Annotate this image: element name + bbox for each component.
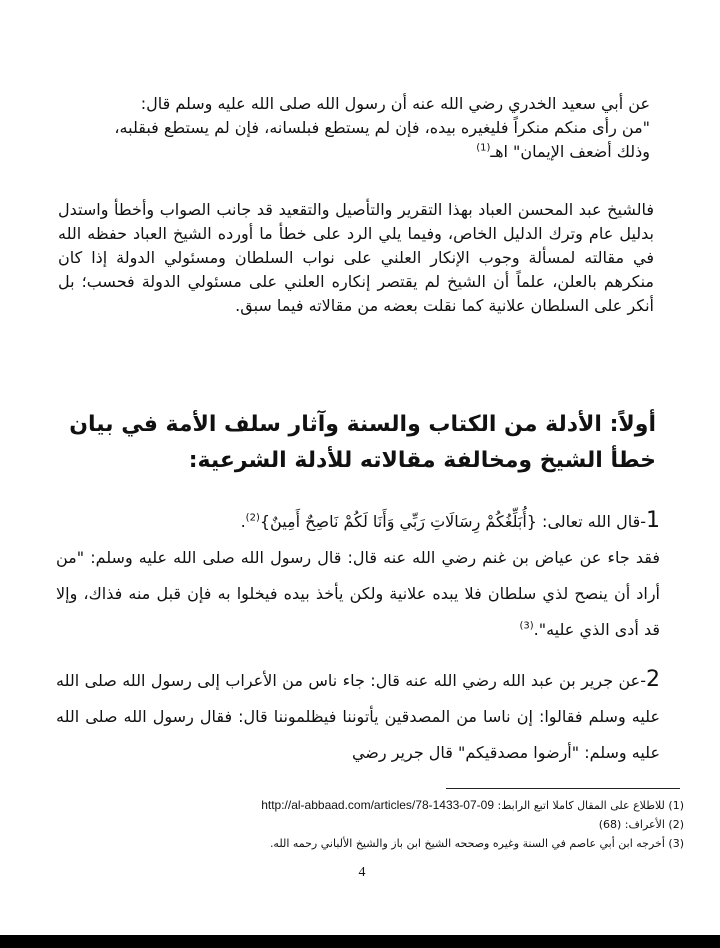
article-link[interactable]: http://al-abbaad.com/articles/78-1433-07-09 <box>261 798 494 812</box>
item-number-1: 1 <box>646 508 660 533</box>
section-heading-line-1: أولاً: الأدلة من الكتاب والسنة وآثار سلف الأمة في بيان <box>69 412 656 437</box>
hadith-paragraph <box>50 92 650 164</box>
item-1-body: فقد جاء عن عياض بن غنم رضي الله عنه قال: قال رسول الله صلى الله عليه وسلم: "من أراد أن ينصح لذي سلطان فلا يبده علانية ولكن يأخذ بيده فيخلوا به فإن قبل منه فذاك، وإلا قد أدى الذي عليه". <box>56 548 660 639</box>
refutation-paragraph: فالشيخ عبد المحسن العباد بهذا التقرير والتأصيل والتقعيد قد جانب الصواب وأخطأ واستدل بدليل عام وترك الدليل الخاص، وفيما يلي الرد على خطأ ما أورده الشيخ العباد حفظه الله في مقالته لمسألة وجوب الإنكار العلني على نواب السلطان ومسئولي الدولة إذا كان منكرهم بالعلن، علماً أن الشيخ لم يقتصر إنكاره العلني على مسئولي الدولة فحسب؛ بل أنكر على السلطان علانية كما نقلت بعضه من مقالاته فيما سبق. <box>58 200 654 315</box>
footnote-ref-1[interactable]: (1) <box>476 142 491 154</box>
evidence-item-2 <box>56 662 660 771</box>
hadith-line-1: عن أبي سعيد الخدري رضي الله عنه أن رسول الله صلى الله عليه وسلم قال: <box>140 94 650 113</box>
page-number: 4 <box>358 865 366 880</box>
item-1-end: . <box>240 512 246 531</box>
hadith-line-2: "من رأى منكم منكراً فليغيره بيده، فإن لم يستطع فبلسانه، فإن لم يستطع فبقلبه، <box>114 118 650 137</box>
section-heading-line-2: خطأ الشيخ ومخالفة مقالاته للأدلة الشرعية: <box>188 448 656 473</box>
footnote-3 <box>56 834 684 853</box>
footnote-1 <box>56 796 684 815</box>
item-1-intro: -قال الله تعالى: <box>536 512 646 531</box>
footnote-ref-3[interactable]: (3) <box>519 620 534 632</box>
hadith-line-3-text: وذلك أضعف الإيمان" اهـ <box>490 142 650 161</box>
footnote-2-text: الأعراف: (68) <box>598 818 665 831</box>
evidence-item-1 <box>56 503 660 648</box>
hadith-line-3 <box>50 140 650 164</box>
footnote-2 <box>56 815 684 834</box>
footnotes <box>56 796 684 853</box>
footnote-ref-2[interactable]: (2) <box>245 512 260 524</box>
footnote-3-text: أخرجه ابن أبي عاصم في السنة وغيره وصححه الشيخ ابن باز والشيخ الألباني رحمه الله. <box>269 837 665 850</box>
screen-bottom-band <box>0 935 720 948</box>
item-2-text: -عن جرير بن عبد الله رضي الله عنه قال: جاء ناس من الأعراب إلى رسول الله صلى الله عليه وسلم فقالوا: إن ناسا من المصدقين يأتوننا فيظلموننا قال: فقال رسول الله صلى الله عليه وسلم: "أرضوا مصدقيكم" قال جرير رضي <box>56 671 660 762</box>
item-number-2: 2 <box>646 667 660 692</box>
section-heading <box>56 407 656 479</box>
footnote-2-number: (2) <box>668 818 684 831</box>
footnote-1-text: للاطلاع على المقال كاملا اتبع الرابط: <box>497 799 665 812</box>
footnote-divider <box>446 788 680 789</box>
footnote-3-number: (3) <box>668 837 684 850</box>
quran-verse: {أُبَلِّغُكُمْ رِسَالَاتِ رَبِّي وَأَنَا لَكُمْ نَاصِحٌ أَمِينٌ} <box>259 512 537 531</box>
footnote-1-number: (1) <box>668 799 684 812</box>
